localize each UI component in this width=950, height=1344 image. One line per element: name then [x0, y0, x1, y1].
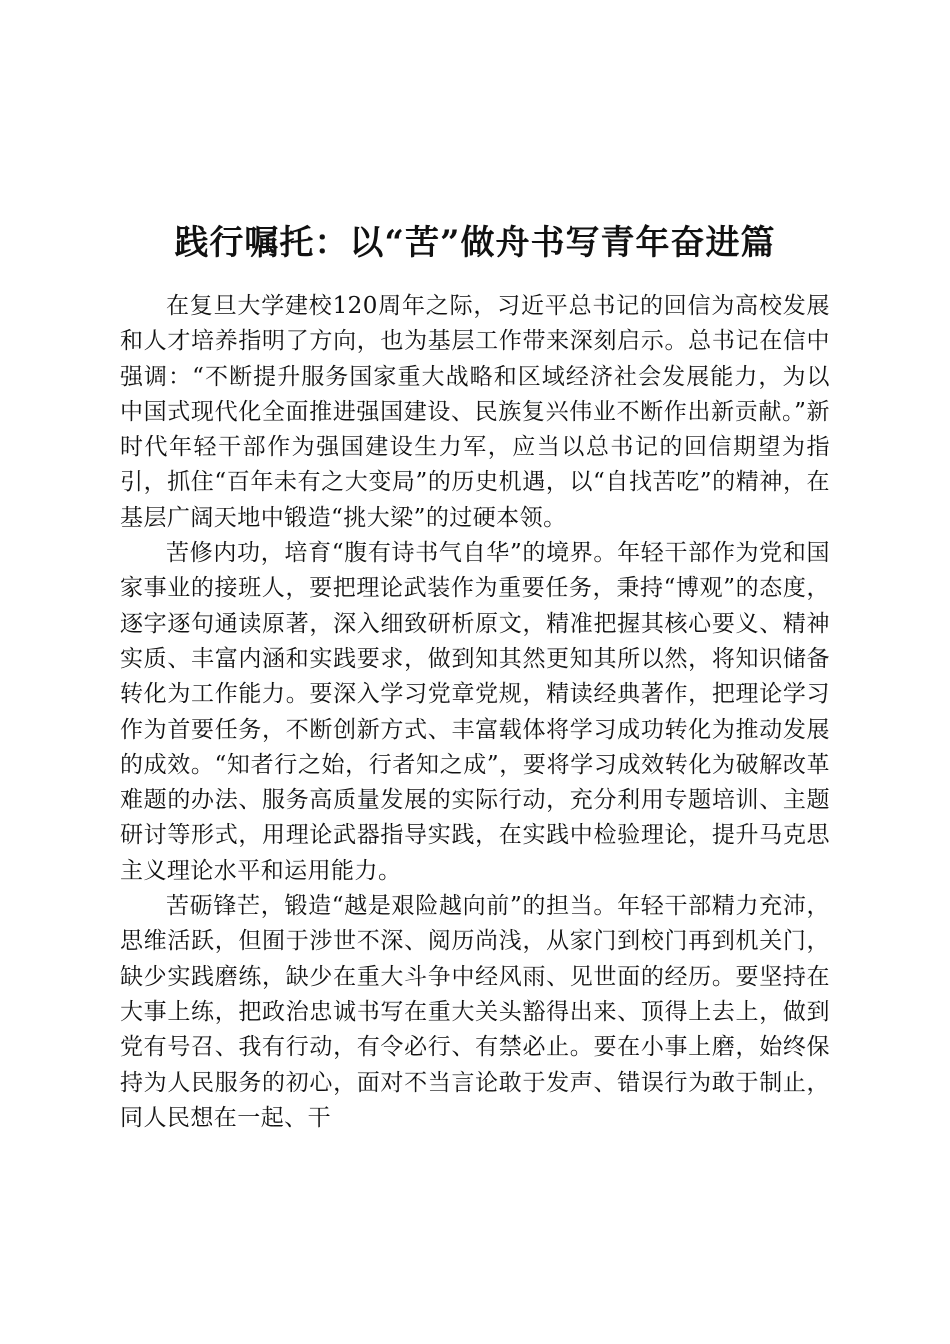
document-body: [120, 289, 830, 1136]
paragraph-intro: 在复旦大学建校120周年之际，习近平总书记的回信为高校发展和人才培养指明了方向，也为基层工作带来深刻启示。总书记在信中强调：“不断提升服务国家重大战略和区域经济社会发展能力，为以中国式现代化全面推进强国建设、民族复兴伟业不断作出新贡献。”新时代年轻干部作为强国建设生力军，应当以总书记的回信期望为指引，抓住“百年未有之大变局”的历史机遇，以“自找苦吃”的精神，在基层广阔天地中锻造“挑大梁”的过硬本领。: [120, 293, 830, 531]
paragraph-theory-study: 苦修内功，培育“腹有诗书气自华”的境界。年轻干部作为党和国家事业的接班人，要把理论武装作为重要任务，秉持“博观”的态度，逐字逐句通读原著，深入细致研析原文，精准把握其核心要义、精神实质、丰富内涵和实践要求，做到知其然更知其所以然，将知识储备转化为工作能力。要深入学习党章党规，精读经典著作，把理论学习作为首要任务，不断创新方式、丰富载体将学习成功转化为推动发展的成效。“知者行之始，行者知之成”，要将学习成效转化为破解改革难题的办法、服务高质量发展的实际行动，充分利用专题培训、主题研讨等形式，用理论武器指导实践，在实践中检验理论，提升马克思主义理论水平和运用能力。: [120, 540, 830, 884]
document-title: 践行嘱托：以“苦”做舟书写青年奋进篇: [174, 222, 776, 263]
paragraph-practice-tempering: 苦砺锋芒，锻造“越是艰险越向前”的担当。年轻干部精力充沛，思维活跃，但囿于涉世不深、阅历尚浅，从家门到校门再到机关门，缺少实践磨练，缺少在重大斗争中经风雨、见世面的经历。要坚持在大事上练，把政治忠诚书写在重大关头豁得出来、顶得上去上，做到党有号召、我有行动，有令必行、有禁必止。要在小事上磨，始终保持为人民服务的初心，面对不当言论敢于发声、错误行为敢于制止，同人民想在一起、干: [120, 893, 830, 1131]
